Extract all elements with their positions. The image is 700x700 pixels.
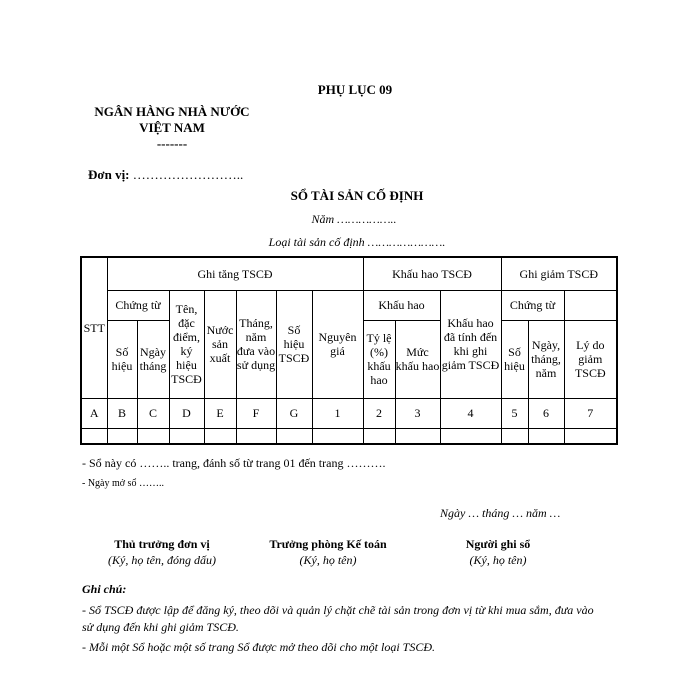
header-group-depreciation: Khấu hao TSCĐ (363, 257, 501, 290)
code-cell: 6 (528, 398, 564, 428)
code-cell: 3 (395, 398, 440, 428)
code-cell: 5 (501, 398, 528, 428)
signature-note: (Ký, họ tên) (469, 553, 527, 567)
bank-name-line1: NGÂN HÀNG NHÀ NƯỚC (94, 104, 250, 119)
note-item: - Sổ TSCĐ được lập để đăng ký, theo dõi và quản lý chặt chẽ tài sản trong đơn vị từ khi mua sắm, đưa vào sử dụng đến khi ghi giảm TSCĐ. (82, 603, 594, 634)
header-dec-doc-number: Số hiệu (501, 320, 528, 398)
fixed-asset-ledger-table (80, 256, 618, 445)
code-cell: A (81, 398, 107, 428)
header-asset-name: Tên, đặc điểm, ký hiệu TSCĐ (169, 290, 204, 398)
code-cell: D (169, 398, 204, 428)
header-depreciation: Khấu hao (363, 290, 440, 320)
signature-title: Trưởng phòng Kế toán (269, 537, 387, 551)
open-date-line: - Ngày mở sổ …….. (82, 478, 164, 489)
code-cell: 1 (312, 398, 363, 428)
header-country: Nước sản xuất (204, 290, 236, 398)
code-cell: G (276, 398, 312, 428)
signature-title: Thủ trưởng đơn vị (114, 537, 210, 551)
bank-name-line2: VIỆT NAM (139, 120, 205, 135)
header-stt: STT (81, 257, 107, 398)
code-cell: B (107, 398, 137, 428)
code-cell: F (236, 398, 276, 428)
appendix-label: PHỤ LỤC 09 (317, 82, 393, 97)
signature-note: (Ký, họ tên, đóng dấu) (108, 553, 216, 567)
unit-line (88, 167, 243, 183)
empty-row (81, 428, 617, 444)
header-month-in-use: Tháng, năm đưa vào sử dụng (236, 290, 276, 398)
year-line: Năm …………….. (311, 212, 397, 226)
header-accumulated-depreciation: Khấu hao đã tính đến khi ghi giảm TSCĐ (440, 290, 501, 398)
notes-title: Ghi chú: (82, 582, 127, 596)
header-voucher: Chứng từ (107, 290, 169, 320)
date-line: Ngày … tháng … năm … (440, 506, 561, 520)
code-cell: 4 (440, 398, 501, 428)
header-doc-date: Ngày tháng (137, 320, 169, 398)
header-group-increase: Ghi tăng TSCĐ (107, 257, 363, 290)
code-row (81, 398, 617, 428)
signature-head-of-unit (72, 536, 252, 568)
bank-rule: ------- (156, 136, 188, 151)
issuer-block (82, 104, 262, 152)
unit-dots: …………………….. (129, 167, 244, 182)
header-amount: Mức khấu hao (395, 320, 440, 398)
unit-label: Đơn vị: (88, 167, 130, 182)
signature-title: Người ghi sổ (465, 537, 531, 551)
code-cell: E (204, 398, 236, 428)
header-blank (564, 290, 617, 320)
header-cost: Nguyên giá (312, 290, 363, 398)
code-cell: C (137, 398, 169, 428)
header-reason: Lý do giảm TSCĐ (564, 320, 617, 398)
document-title: SỔ TÀI SẢN CỐ ĐỊNH (290, 188, 424, 203)
signature-bookkeeper (408, 536, 588, 568)
header-rate: Tỷ lệ (%) khấu hao (363, 320, 395, 398)
code-cell: 2 (363, 398, 395, 428)
page-count-line: - Sổ này có …….. trang, đánh số từ trang 01 đến trang ………. (82, 456, 386, 470)
header-voucher-decrease: Chứng từ (501, 290, 564, 320)
code-cell: 7 (564, 398, 617, 428)
signature-chief-accountant (238, 536, 418, 568)
signature-note: (Ký, họ tên) (299, 553, 357, 567)
header-doc-number: Số hiệu (107, 320, 137, 398)
header-asset-number: Số hiệu TSCĐ (276, 290, 312, 398)
header-group-decrease: Ghi giảm TSCĐ (501, 257, 617, 290)
header-dec-doc-date: Ngày, tháng, năm (528, 320, 564, 398)
note-item: - Mỗi một Sổ hoặc một số trang Sổ được mở theo dõi cho một loại TSCĐ. (82, 640, 436, 654)
asset-type-line: Loại tài sản cố định …………………. (268, 235, 446, 249)
